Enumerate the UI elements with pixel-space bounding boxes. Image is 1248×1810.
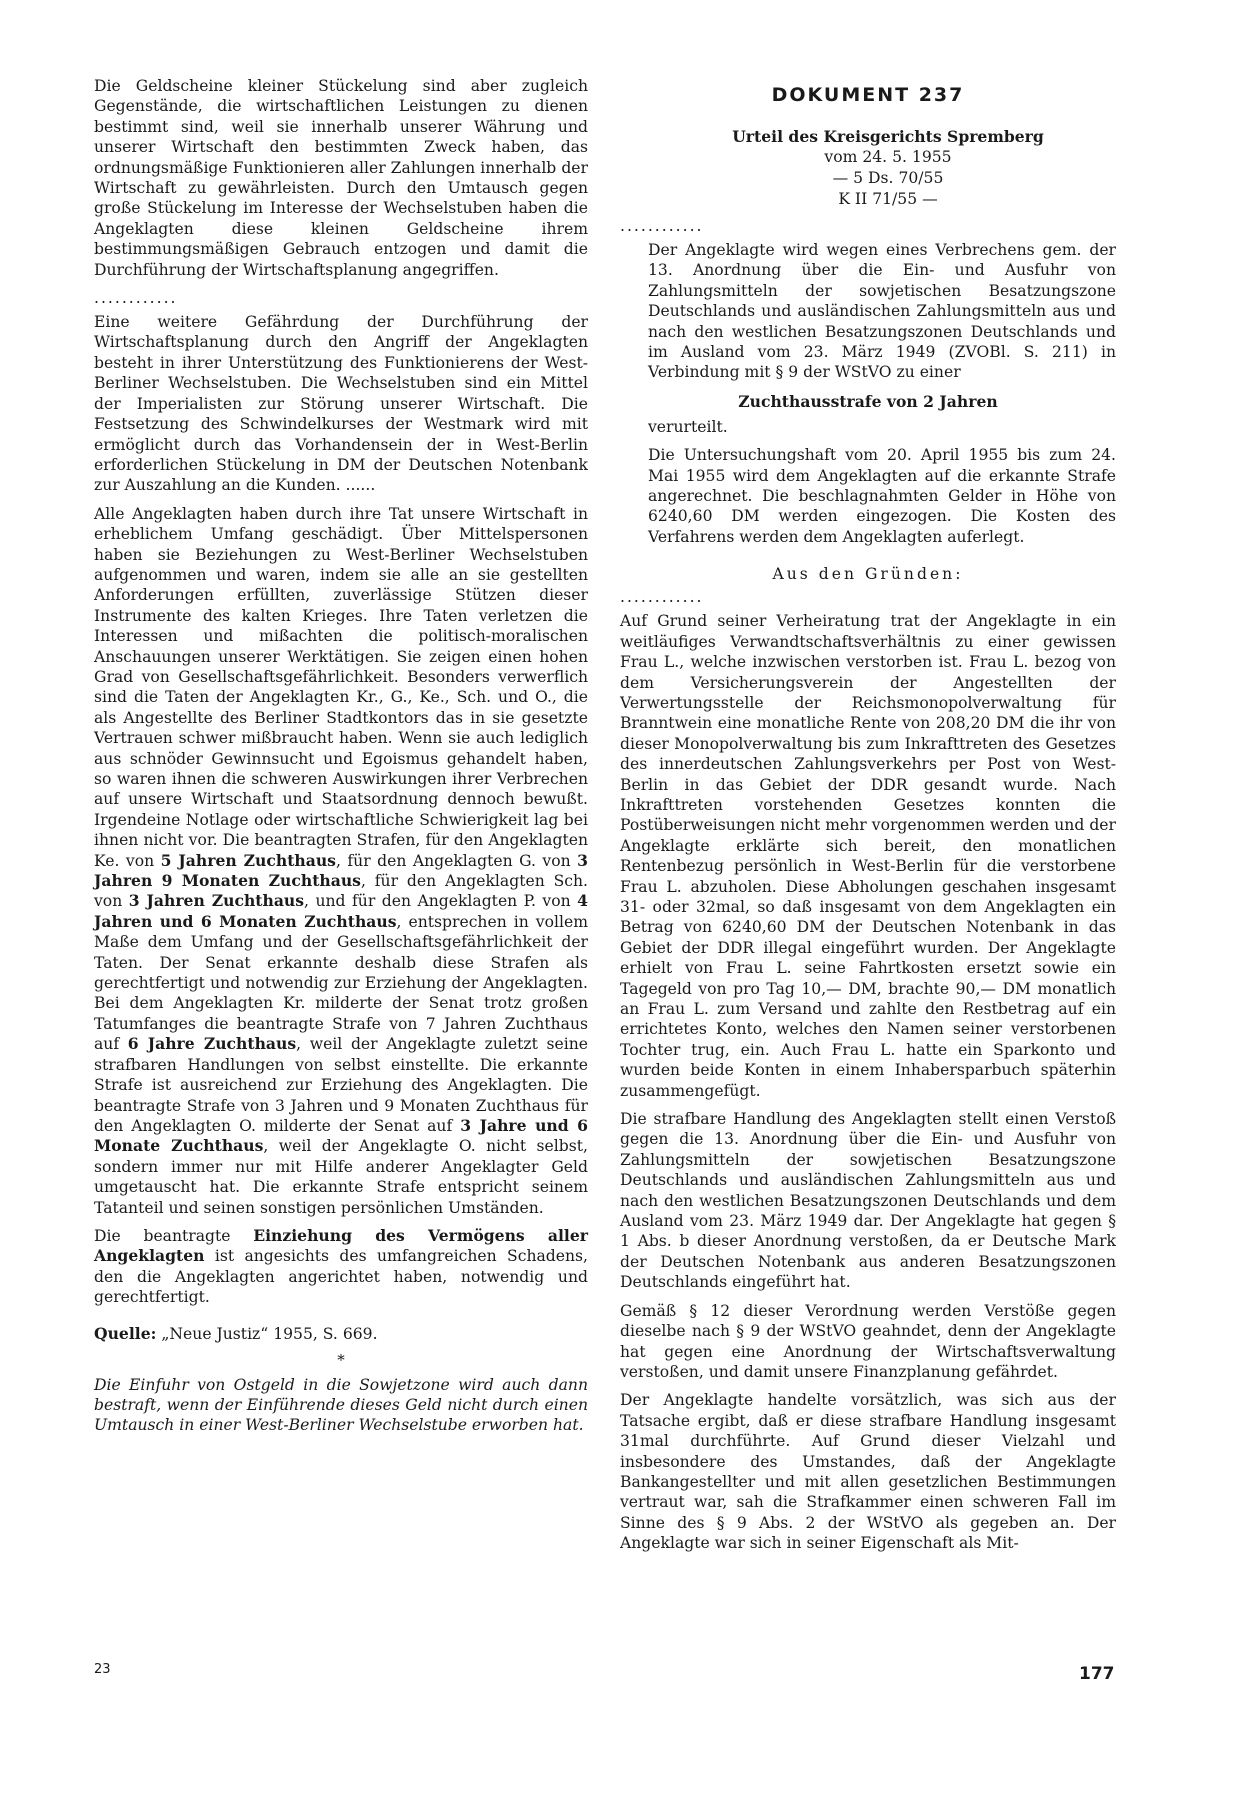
sentence-heading: Zuchthausstrafe von 2 Jahren: [738, 391, 998, 411]
text-run: , für den Angeklagten G. von: [335, 851, 578, 870]
text-run: Alle Angeklagten haben durch ihre Tat unsere Wirtschaft in erheblichem Umfang geschädigt. Über Mittelspersonen haben sie Beziehungen zu West-Berliner Wechselstuben aufgenommen und waren, indem sie alle an sie gestellten Anforderungen erfüllten, zuverlässige Stützen dieser Instrumente des kalten Krieges. Ihre Taten verletzen die Interessen und mißachten die politisch-moralischen Anschauungen unserer Werktätigen. Sie zeigen einen hohen Grad von Gesellschaftsgefährlichkeit. Besonders verwerflich sind die Taten der Angeklagten Kr., G., Ke., Sch. und O., die als Angestellte des Berliner Stadtkontors das in sie gesetzte Vertrauen schwer mißbraucht haben. Wenn sie auch lediglich aus schnöder Gewinnsucht und Egoismus gehandelt haben, so waren ihnen die schweren Auswirkungen ihrer Verbrechen auf unsere Wirtschaft und Staatsordnung dennoch bewußt. Irgendeine Notlage oder wirtschaftliche Schwierigkeit lag bei ihnen nicht vor. Die beantragten Strafen, für den Angeklagten Ke. von: [94, 504, 588, 870]
paragraph: Der Angeklagte wird wegen eines Verbrechens gem. der 13. Anordnung über die Ein- und Ausfuhr von Zahlungsmitteln der sowjetischen Besatzungszone Deutschlands und ausländischen Zahlungsmitteln aus und nach den westlichen Besatzungszonen Deutschlands und im Ausland vom 23. März 1949 (ZVOBl. S. 211) in Verbindung mit § 9 der WStVO zu einer: [648, 241, 1116, 382]
ellipsis-separator: ............: [620, 217, 704, 235]
source-label: Quelle:: [94, 1323, 157, 1343]
text-run: Die beantragte: [94, 1226, 254, 1245]
bold-run: 3 Jahre und 6 Monate Zuchthaus: [94, 1115, 588, 1156]
paragraph: [94, 1226, 588, 1308]
text-run: , weil der Angeklagte O. nicht selbst, sondern immer nur mit Hilfe anderer Angeklagter Geld umgetauscht hat. Die erkannte Strafe entspricht seinem Tatanteil und seinen sonstigen persönlichen Umständen.: [94, 1137, 588, 1217]
paragraph: Eine weitere Gefährdung der Durchführung der Wirtschaftsplanung durch den Angriff der Angeklagten besteht in ihrer Unterstützung des Funktionierens der West-Berliner Wechselstuben. Die Wechselstuben sind ein Mittel der Imperialisten zur Störung unserer Wirtschaft. Die Festsetzung des Schwindelkurses der Westmark wird mit ermöglicht durch das Vorhandensein der in West-Berlin erforderlichen Stückelung in DM der Deutschen Notenbank zur Auszahlung an die Kunden. ......: [94, 313, 588, 495]
source-text: „Neue Justiz“ 1955, S. 669.: [156, 1324, 378, 1343]
court-title: Urteil des Kreisgerichts Spremberg: [732, 127, 1044, 146]
paragraph: Die strafbare Handlung des Angeklagten stellt einen Verstoß gegen die 13. Anordnung über die Ein- und Ausfuhr von Zahlungsmitteln der sowjetischen Besatzungszone Deutschlands und ausländischen Zahlungsmitteln aus und nach den westlichen Besatzungszonen Deutschlands und dem Ausland vom 23. März 1949 dar. Der Angeklagte hat gegen § 1 Abs. b dieser Anordnung verstoßen, da er Deutsche Mark der Deutschen Notenbank aus anderen Besatzungszonen Deutschlands eingeführt hat.: [620, 1110, 1116, 1292]
paragraph: Die Geldscheine kleiner Stückelung sind aber zugleich Gegenstände, die wirtschaftlichen Leistungen zu dienen bestimmt sind, weil sie innerhalb unserer Währung und unserer Wirtschaft den bestimmten Zweck haben, das ordnungsmäßige Funktionieren aller Zahlungen innerhalb der Wirtschaft zu gewährleisten. Durch den Umtausch gegen große Stückelung im Interesse der Wechselstuben haben die Angeklagten diese kleinen Geldscheine ihrem bestimmungsmäßigen Gebrauch entzogen und damit die Durchführung der Wirtschaftsplanung angegriffen.: [94, 77, 588, 279]
court-reference: K II 71/55 —: [838, 190, 938, 208]
paragraph: Die Untersuchungshaft vom 20. April 1955 bis zum 24. Mai 1955 wird dem Angeklagten auf die erkannte Strafe angerechnet. Die beschlagnahmten Gelder in Höhe von 6240,60 DM werden eingezogen. Die Kosten des Verfahrens werden dem Angeklagten auferlegt.: [648, 446, 1116, 546]
document-heading: DOKUMENT 237: [771, 84, 965, 106]
paragraph: Auf Grund seiner Verheiratung trat der Angeklagte in ein weitläufiges Verwandtschaftsverhältnis zu einer gewissen Frau L., welche inzwischen verstorben ist. Frau L. bezog von dem Versicherungsverein der Angestellten der Verwertungsstelle der Reichsmonopolverwaltung für Branntwein eine monatliche Rente von 208,20 DM die ihr von dieser Monopolverwaltung bis zum Inkrafttreten des Gesetzes des innerdeutschen Zahlungsverkehrs per Post von West-Berlin in das Gebiet der DDR gesandt wurde. Nach Inkrafttreten vorstehenden Gesetzes konnten die Postüberweisungen nicht mehr vorgenommen werden und der Angeklagte erklärte sich bereit, den monatlichen Rentenbezug persönlich in West-Berlin für die verstorbene Frau L. abzuholen. Diese Abholungen geschahen insgesamt 31- oder 32mal, so daß insgesamt von dem Angeklagten ein Betrag von 6240,60 DM der Deutschen Notenbank in das Gebiet der DDR illegal eingeführt wurden. Der Angeklagte erhielt von Frau L. seine Fahrtkosten ersetzt sowie ein Tagegeld von pro Tag 10,— DM, brachte 90,— DM monatlich an Frau L. zum Versand und zahlte den Restbetrag auf ein errichtetes Konto, welches den Namen seiner verstorbenen Tochter trug, ein. Auch Frau L. hatte ein Sparkonto und wurden beide Konten in einem Inhabersparbuch späterhin zusammengefügt.: [620, 612, 1116, 1100]
text-run: ist angesichts des umfangreichen Schadens, den die Angeklagten angerichtet haben, notwendig und gerechtfertigt.: [94, 1247, 588, 1307]
star-separator: *: [337, 1350, 345, 1369]
text-run: , entsprechen in vollem Maße dem Umfang und der Gesellschaftsgefährlichkeit der Taten. Der Senat erkannte deshalb diese Strafen als gerechtfertigt und notwendig zur Erziehung der Angeklagten. Bei dem Angeklagten Kr. milderte der Senat trotz großen Tatumfanges die beantragte Strafe von 7 Jahren Zuchthaus auf: [94, 912, 588, 1054]
bold-run: 3 Jahren 9 Monaten Zuchthaus: [94, 850, 588, 891]
right-column: [620, 76, 1116, 1562]
paragraph: Gemäß § 12 dieser Verordnung werden Verstöße gegen dieselbe nach § 9 der WStVO geahndet, denn der Angeklagte hat gegen eine Anordnung der Wirtschaftsverwaltung verstoßen, und damit unsere Finanzplanung gefährdet.: [620, 1301, 1116, 1381]
text-run: , und für den Angeklagten P. von: [304, 892, 578, 911]
left-column: [94, 76, 588, 1436]
court-header: [620, 126, 1116, 210]
court-reference: — 5 Ds. 70/55: [832, 169, 944, 187]
source-citation: [94, 1324, 588, 1343]
paragraph: Der Angeklagte handelte vorsätzlich, was sich aus der Tatsache ergibt, daß er diese strafbare Handlung insgesamt 31mal durchführte. Auf Grund dieser Vielzahl und insbesondere des Umstandes, daß der Angeklagte Bankangestellter und mit allen gesetzlichen Bestimmungen vertraut war, sah die Strafkammer einen schweren Fall im Sinne des § 9 Abs. 2 der WStVO als gegeben an. Der Angeklagte war sich in seiner Eigenschaft als Mit-: [620, 1391, 1116, 1553]
reasons-heading: Aus den Gründen:: [772, 565, 964, 584]
court-date: vom 24. 5. 1955: [824, 148, 952, 166]
footer-signature-number: 23: [94, 1662, 111, 1677]
text-run: , für den Angeklagten Sch. von: [94, 872, 588, 911]
page-number: 177: [1079, 1664, 1115, 1684]
bold-run: Einziehung des Vermögens aller Angeklagten: [94, 1225, 588, 1266]
italic-note: Die Einfuhr von Ostgeld in die Sowjetzone wird auch dann bestraft, wenn der Einführende dieses Geld nicht durch einen Umtausch in einer West-Berliner Wechselstube erworben hat.: [94, 1375, 588, 1435]
text-run: , weil der Angeklagte zuletzt seine strafbaren Handlungen von selbst einstellte. Die erkannte Strafe ist ausreichend zur Erziehung des Angeklagten. Die beantragte Strafe von 3 Jahren und 9 Monaten Zuchthaus für den Angeklagten O. milderte der Senat auf: [94, 1035, 588, 1135]
paragraph: [94, 504, 588, 1218]
bold-run: 3 Jahren Zuchthaus: [128, 891, 305, 911]
paragraph: verurteilt.: [648, 417, 728, 436]
bold-run: 6 Jahre Zuchthaus: [127, 1034, 297, 1054]
bold-run: 4 Jahren und 6 Monaten Zuchthaus: [94, 891, 588, 931]
bold-run: 5 Jahren Zuchthaus: [160, 850, 336, 870]
ellipsis-separator: ............: [94, 289, 178, 308]
ellipsis-separator: ............: [620, 588, 704, 607]
